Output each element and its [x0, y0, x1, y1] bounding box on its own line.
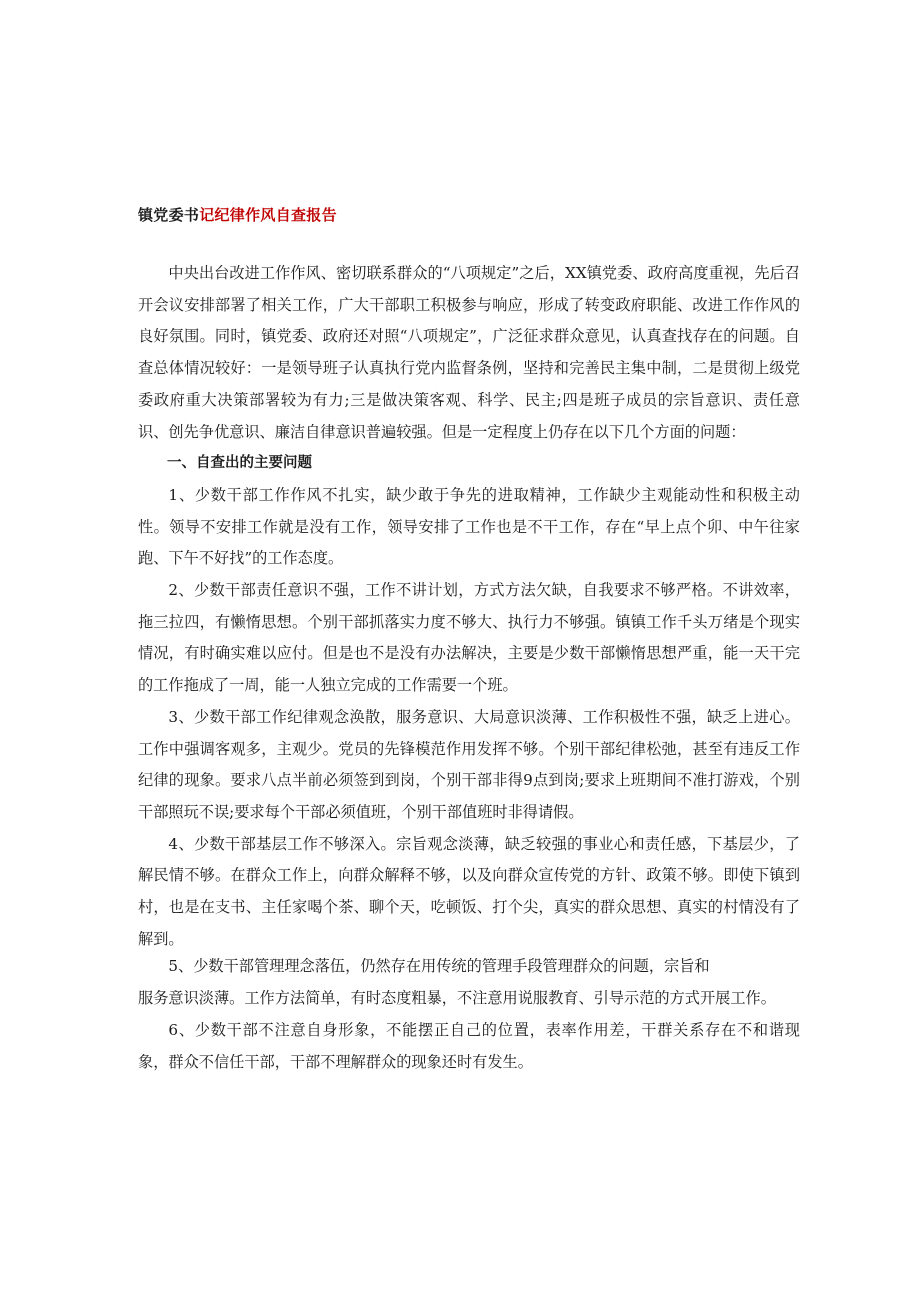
document-body: [138, 258, 800, 1078]
list-item-2: 2、少数干部责任意识不强，工作不讲计划，方式方法欠缺，自我要求不够严格。不讲效率，拖三拉四，有懒惰思想。个别干部抓落实力度不够大、执行力不够强。镇镇工作千头万绪是个现实情况，有时确实难以应付。但是也不是没有办法解决，主要是少数干部懒惰思想严重，能一天干完的工作拖成了一周，能一人独立完成的工作需要一个班。: [138, 581, 800, 695]
list-item-6: 6、少数干部不注意自身形象，不能摆正自己的位置，表率作用差，干群关系存在不和谐现象，群众不信任干部，干部不理解群众的现象还时有发生。: [138, 1020, 800, 1071]
list-item-4: 4、少数干部基层工作不够深入。宗旨观念淡薄，缺乏较强的事业心和责任感，下基层少，了解民情不够。在群众工作上，向群众解释不够，以及向群众宣传党的方针、政策不够。即使下镇到村，也是在支书、主任家喝个茶、聊个天，吃顿饭、打个尖，真实的群众思想、真实的村情没有了解到。: [138, 834, 800, 948]
list-item-3: 3、少数干部工作纪律观念涣散，服务意识、大局意识淡薄、工作积极性不强，缺乏上进心。工作中强调客观多，主观少。党员的先锋模范作用发挥不够。个别干部纪律松弛，甚至有违反工作纪律的现象。要求八点半前必须签到到岗，个别干部非得9点到岗;要求上班期间不准打游戏，个别干部照玩不误;要求每个干部必须值班，个别干部值班时非得请假。: [138, 707, 800, 821]
document-title: [138, 204, 337, 225]
list-item-5-line2: 服务意识淡薄。工作方法简单，有时态度粗暴，不注意用说服教育、引导示范的方式开展工作。: [138, 989, 776, 1008]
list-item-1: 1、少数干部工作作风不扎实，缺少敢于争先的进取精神，工作缺少主观能动性和积极主动性。领导不安排工作就是没有工作，领导安排了工作也是不干工作，存在“早上点个卯、中午往家跑、下午不好找”的工作态度。: [138, 485, 800, 568]
title-part1: 镇党委书: [138, 206, 200, 224]
list-item-5-line1: 5、少数干部管理理念落伍，仍然存在用传统的管理手段管理群众的问题，宗旨和: [168, 957, 710, 976]
section-heading: 一、自查出的主要问题: [167, 455, 312, 472]
intro-paragraph: 中央出台改进工作作风、密切联系群众的“八项规定”之后，XX镇党委、政府高度重视，先后召开会议安排部署了相关工作，广大干部职工积极参与响应，形成了转变政府职能、改进工作作风的良好氛围。同时，镇党委、政府还对照“八项规定”，广泛征求群众意见，认真查找存在的问题。自查总体情况较好：一是领导班子认真执行党内监督条例，坚持和完善民主集中制，二是贯彻上级党委政府重大决策部署较为有力;三是做决策客观、科学、民主;四是班子成员的宗旨意识、责任意识、创先争优意识、廉洁自律意识普遍较强。但是一定程度上仍存在以下几个方面的问题：: [138, 264, 800, 441]
title-part2: 记纪律作风自查报告: [199, 206, 337, 224]
